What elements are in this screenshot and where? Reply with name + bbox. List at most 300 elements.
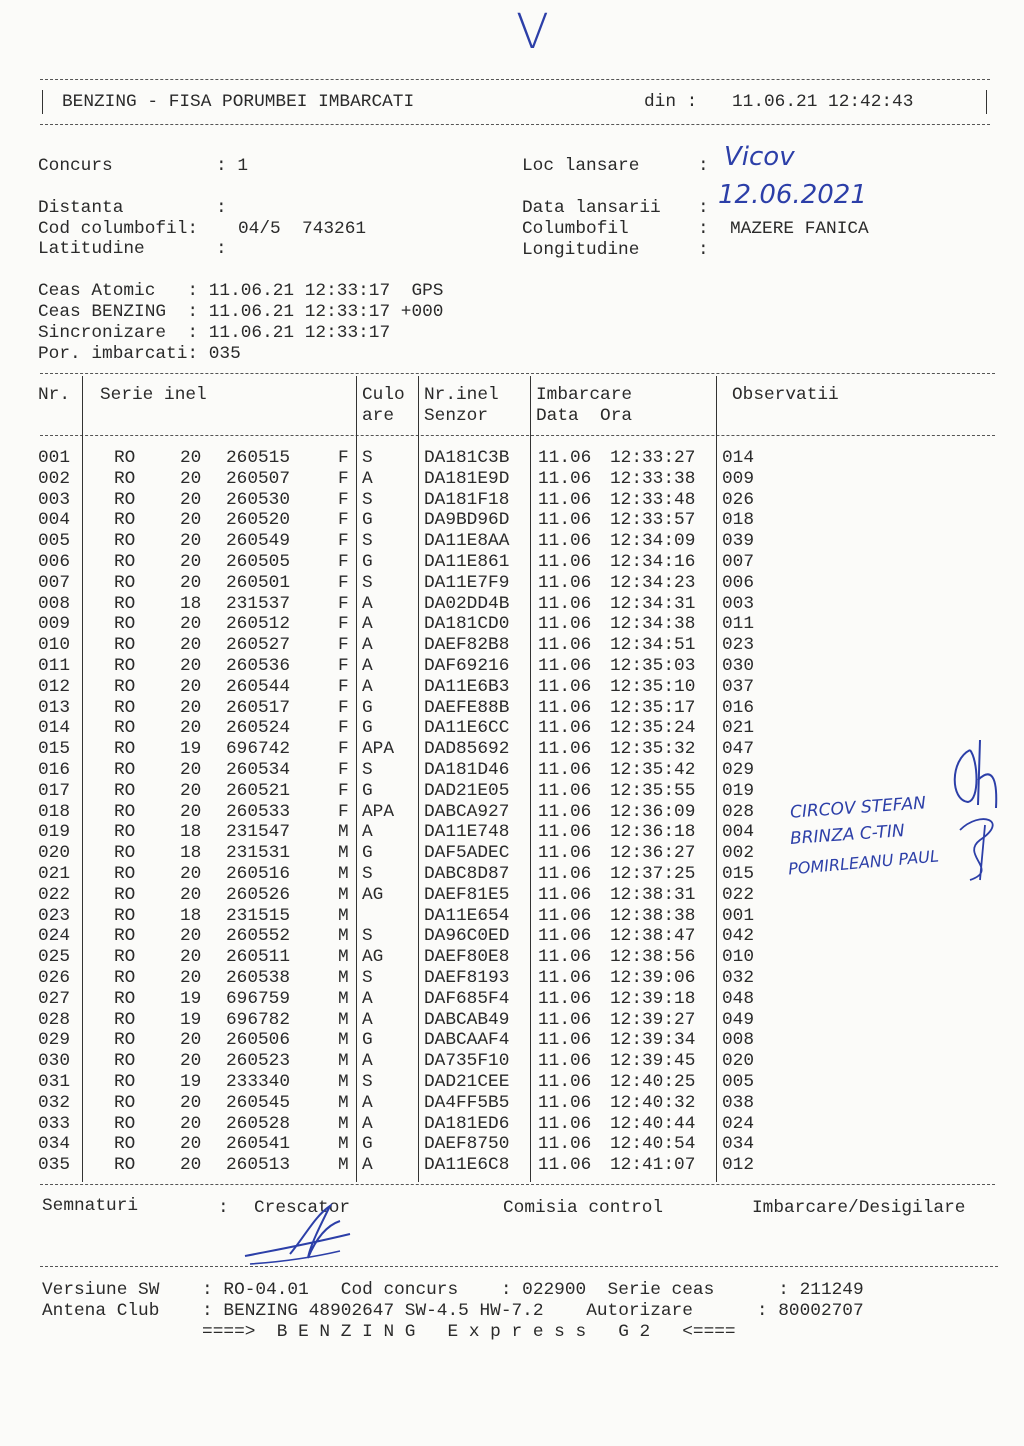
row-ring: 231531 [226,843,291,864]
row-color: S [362,760,373,780]
row-country: RO [114,635,136,656]
row-nr: 016 [38,760,71,780]
row-ring: 260511 [226,947,291,968]
header-bottom-border [40,124,990,125]
row-sex: M [338,1072,349,1092]
row-obs: 014 [722,448,755,468]
row-sensor: DA11E654 [424,905,510,926]
table-row [0,1072,1024,1093]
row-color: AG [362,884,384,905]
row-sex: F [338,448,349,468]
cod-columbofil-label: Cod columbofil: [38,219,199,239]
header-nr: Nr. [38,385,71,405]
row-year: 20 [180,468,202,489]
row-sensor: DAF685F4 [424,988,510,1009]
row-obs: 021 [722,718,755,739]
row-sensor: DAEFE88B [424,697,510,718]
row-obs: 015 [722,864,755,884]
row-ring: 260552 [226,926,291,947]
row-ring: 696782 [226,1009,291,1030]
row-year: 19 [180,1072,202,1092]
row-ring: 260538 [226,968,291,988]
row-nr: 024 [38,926,71,947]
row-ring: 260516 [226,864,291,884]
row-date: 11.06 [538,489,592,510]
row-year: 20 [180,552,202,572]
row-date: 11.06 [538,926,592,947]
report-date-value: 11.06.21 12:42:43 [732,92,914,112]
row-year: 20 [180,1134,202,1155]
row-country: RO [114,489,136,510]
row-nr: 029 [38,1030,71,1051]
row-date: 11.06 [538,593,592,614]
row-obs: 023 [722,635,755,656]
row-sensor: DA181D46 [424,760,510,780]
row-nr: 013 [38,697,71,718]
row-sensor: DABCA927 [424,801,510,822]
header-left-border [42,90,43,114]
table-row [0,1010,1024,1031]
row-time: 12:33:27 [610,448,696,468]
row-nr: 026 [38,968,71,988]
row-obs: 006 [722,572,755,593]
header-serie: Serie inel [100,385,207,405]
row-nr: 031 [38,1072,71,1092]
row-sex: M [338,864,349,884]
row-date: 11.06 [538,988,592,1009]
semnaturi-label: Semnaturi [42,1196,139,1216]
crescator-label: Crescator [254,1198,351,1218]
row-nr: 002 [38,468,71,489]
row-color: A [362,593,373,614]
row-ring: 233340 [226,1072,291,1092]
row-year: 20 [180,448,202,468]
row-time: 12:33:57 [610,510,696,531]
row-time: 12:35:24 [610,718,696,739]
row-time: 12:35:42 [610,760,696,780]
report-date-label: din : [644,92,698,112]
concurs-label: Concurs [38,156,113,176]
row-color: A [362,1113,373,1134]
row-ring: 260513 [226,1155,291,1176]
table-row [0,677,1024,698]
row-ring: 260512 [226,614,291,635]
row-nr: 027 [38,988,71,1009]
row-year: 20 [180,968,202,988]
row-sex: M [338,1051,349,1072]
latitudine-value: : [216,239,227,259]
row-sex: M [338,1113,349,1134]
row-sex: F [338,614,349,635]
row-ring: 260541 [226,1134,291,1155]
data-lansarii-sep: : [698,198,709,218]
row-ring: 231515 [226,905,291,926]
ceas-atomic-line: Ceas Atomic : 11.06.21 12:33:17 GPS [38,281,444,301]
table-row [0,594,1024,615]
row-obs: 030 [722,656,755,676]
table-row [0,1093,1024,1114]
semnaturi-sep: : [218,1198,229,1218]
row-sex: M [338,1009,349,1030]
row-obs: 005 [722,1072,755,1092]
row-country: RO [114,780,136,801]
row-ring: 260530 [226,489,291,510]
table-row [0,656,1024,677]
header-top-border [40,79,990,80]
row-country: RO [114,843,136,864]
row-nr: 007 [38,572,71,593]
row-date: 11.06 [538,739,592,760]
cod-columbofil-value: 04/5 743261 [238,219,367,239]
header-nr-inel-1: Nr.inel [424,385,499,405]
row-obs: 037 [722,676,755,697]
row-sensor: DA02DD4B [424,593,510,614]
row-color: G [362,697,373,718]
row-nr: 004 [38,510,71,531]
row-nr: 023 [38,905,71,926]
row-year: 20 [180,801,202,822]
row-obs: 042 [722,926,755,947]
header-imbarcare-2: Data Ora [536,406,633,426]
row-date: 11.06 [538,614,592,635]
row-color: S [362,926,373,947]
row-date: 11.06 [538,947,592,968]
row-sensor: DAD21E05 [424,780,510,801]
row-country: RO [114,801,136,822]
header-imbarcare-1: Imbarcare [536,385,633,405]
row-obs: 003 [722,593,755,614]
footer-top-border [40,1266,998,1267]
row-nr: 003 [38,489,71,510]
row-sensor: DA181CD0 [424,614,510,635]
row-country: RO [114,697,136,718]
row-sex: F [338,676,349,697]
row-sensor: DABC8D87 [424,864,510,884]
table-row [0,739,1024,760]
row-sex: M [338,947,349,968]
row-sex: M [338,1134,349,1155]
row-country: RO [114,593,136,614]
row-ring: 260549 [226,531,291,552]
row-ring: 260507 [226,468,291,489]
row-date: 11.06 [538,1051,592,1072]
row-obs: 032 [722,968,755,988]
row-date: 11.06 [538,448,592,468]
row-color: A [362,1009,373,1030]
row-time: 12:34:31 [610,593,696,614]
row-sensor: DA735F10 [424,1051,510,1072]
row-nr: 010 [38,635,71,656]
table-row [0,885,1024,906]
row-ring: 260545 [226,1092,291,1113]
table-row [0,469,1024,490]
row-ring: 260527 [226,635,291,656]
row-time: 12:36:18 [610,822,696,843]
row-nr: 015 [38,739,71,760]
row-obs: 007 [722,552,755,572]
row-year: 18 [180,822,202,843]
row-obs: 022 [722,884,755,905]
row-year: 20 [180,676,202,697]
row-time: 12:36:27 [610,843,696,864]
handwritten-note-2: BRINZA C-TIN [789,821,906,849]
table-row [0,1134,1024,1155]
row-nr: 009 [38,614,71,635]
row-country: RO [114,905,136,926]
row-color: A [362,468,373,489]
row-ring: 260524 [226,718,291,739]
row-obs: 028 [722,801,755,822]
handwritten-signature-notes [940,730,1020,890]
row-color: A [362,656,373,676]
row-date: 11.06 [538,552,592,572]
row-time: 12:39:34 [610,1030,696,1051]
table-header-border [40,435,995,436]
header-observatii: Observatii [732,385,839,405]
row-country: RO [114,1072,136,1092]
row-country: RO [114,468,136,489]
row-date: 11.06 [538,780,592,801]
row-sensor: DAEF81E5 [424,884,510,905]
row-year: 20 [180,760,202,780]
row-date: 11.06 [538,510,592,531]
row-sensor: DA11E8AA [424,531,510,552]
row-sex: F [338,656,349,676]
row-year: 20 [180,718,202,739]
row-sensor: DAF69216 [424,656,510,676]
row-time: 12:37:25 [610,864,696,884]
row-time: 12:34:09 [610,531,696,552]
row-time: 12:35:32 [610,739,696,760]
table-row [0,510,1024,531]
row-sensor: DABCAAF4 [424,1030,510,1051]
table-row [0,448,1024,469]
row-year: 20 [180,510,202,531]
row-time: 12:39:06 [610,968,696,988]
row-ring: 260505 [226,552,291,572]
row-year: 20 [180,947,202,968]
row-ring: 260534 [226,760,291,780]
row-time: 12:33:38 [610,468,696,489]
row-sensor: DA11E6C8 [424,1155,510,1176]
row-year: 20 [180,780,202,801]
loc-lansare-handwritten: Vicov [724,142,795,172]
row-obs: 034 [722,1134,755,1155]
row-country: RO [114,760,136,780]
row-country: RO [114,822,136,843]
loc-lansare-sep: : [698,156,709,176]
row-year: 20 [180,572,202,593]
row-country: RO [114,572,136,593]
row-date: 11.06 [538,1072,592,1092]
row-time: 12:34:38 [610,614,696,635]
row-date: 11.06 [538,968,592,988]
row-date: 11.06 [538,864,592,884]
row-nr: 033 [38,1113,71,1134]
row-date: 11.06 [538,635,592,656]
row-country: RO [114,614,136,635]
table-row [0,573,1024,594]
header-culoare-2: are [362,406,395,426]
row-date: 11.06 [538,572,592,593]
row-year: 18 [180,843,202,864]
report-title: BENZING - FISA PORUMBEI IMBARCATI [62,92,415,112]
row-sex: M [338,822,349,843]
row-country: RO [114,1113,136,1134]
row-date: 11.06 [538,676,592,697]
handwritten-note-3: POMIRLEANU PAUL [787,846,940,879]
row-country: RO [114,1092,136,1113]
row-date: 11.06 [538,843,592,864]
row-ring: 696742 [226,739,291,760]
row-ring: 260506 [226,1030,291,1051]
row-obs: 002 [722,843,755,864]
table-row [0,1030,1024,1051]
row-date: 11.06 [538,1155,592,1176]
row-sex: M [338,1092,349,1113]
row-sex: M [338,1155,349,1176]
row-year: 20 [180,1051,202,1072]
row-nr: 022 [38,884,71,905]
row-ring: 260515 [226,448,291,468]
row-sex: M [338,988,349,1009]
check-mark: V [516,4,549,60]
row-sensor: DA181F18 [424,489,510,510]
row-nr: 030 [38,1051,71,1072]
row-date: 11.06 [538,531,592,552]
row-nr: 028 [38,1009,71,1030]
row-year: 20 [180,884,202,905]
distanta-value: : [216,198,227,218]
crescator-signature [230,1196,380,1276]
row-country: RO [114,968,136,988]
row-sensor: DA11E6CC [424,718,510,739]
row-time: 12:36:09 [610,801,696,822]
row-obs: 026 [722,489,755,510]
row-obs: 047 [722,739,755,760]
row-obs: 039 [722,531,755,552]
row-obs: 016 [722,697,755,718]
row-time: 12:34:23 [610,572,696,593]
row-year: 19 [180,1009,202,1030]
row-sensor: DA11E6B3 [424,676,510,697]
row-sensor: DA4FF5B5 [424,1092,510,1113]
row-date: 11.06 [538,760,592,780]
handwritten-note-1: CIRCOV STEFAN [789,793,927,823]
row-color: S [362,572,373,593]
row-sex: F [338,468,349,489]
table-row [0,926,1024,947]
row-date: 11.06 [538,1092,592,1113]
row-year: 20 [180,635,202,656]
row-obs: 001 [722,905,755,926]
row-date: 11.06 [538,468,592,489]
row-obs: 010 [722,947,755,968]
row-nr: 020 [38,843,71,864]
row-sex: M [338,905,349,926]
row-color: G [362,1134,373,1155]
row-sensor: DA11E7F9 [424,572,510,593]
sincronizare-line: Sincronizare : 11.06.21 12:33:17 [38,323,391,343]
row-sex: M [338,1030,349,1051]
comisia-control-label: Comisia control [503,1198,664,1218]
row-color: G [362,552,373,572]
row-country: RO [114,1051,136,1072]
row-date: 11.06 [538,656,592,676]
table-row [0,698,1024,719]
row-sensor: DAD21CEE [424,1072,510,1092]
row-time: 12:35:10 [610,676,696,697]
row-country: RO [114,531,136,552]
row-time: 12:40:44 [610,1113,696,1134]
table-row [0,1051,1024,1072]
data-lansarii-handwritten: 12.06.2021 [718,180,867,210]
row-color: S [362,968,373,988]
ceas-benzing-line: Ceas BENZING : 11.06.21 12:33:17 +000 [38,302,444,322]
row-sensor: DA181ED6 [424,1113,510,1134]
row-sex: F [338,697,349,718]
row-country: RO [114,656,136,676]
footer-line-2: Antena Club : BENZING 48902647 SW-4.5 HW-7.2 Autorizare : 80002707 [42,1301,864,1321]
row-sex: F [338,489,349,510]
row-ring: 260523 [226,1051,291,1072]
row-sensor: DA11E861 [424,552,510,572]
row-country: RO [114,864,136,884]
row-obs: 011 [722,614,755,635]
table-row [0,947,1024,968]
row-color: S [362,864,373,884]
row-time: 12:38:47 [610,926,696,947]
row-sensor: DA11E748 [424,822,510,843]
row-country: RO [114,718,136,739]
row-color: AG [362,947,384,968]
table-row [0,760,1024,781]
row-time: 12:40:54 [610,1134,696,1155]
row-date: 11.06 [538,1113,592,1134]
row-color: G [362,843,373,864]
row-nr: 001 [38,448,71,468]
row-year: 20 [180,656,202,676]
row-time: 12:39:45 [610,1051,696,1072]
row-obs: 038 [722,1092,755,1113]
row-time: 12:35:17 [610,697,696,718]
row-ring: 260536 [226,656,291,676]
row-color: S [362,531,373,552]
row-nr: 017 [38,780,71,801]
header-nr-inel-2: Senzor [424,406,489,426]
data-lansarii-label: Data lansarii [522,198,661,218]
row-sex: F [338,801,349,822]
row-nr: 021 [38,864,71,884]
row-color: A [362,988,373,1009]
row-sex: F [338,780,349,801]
row-sex: M [338,968,349,988]
row-obs: 009 [722,468,755,489]
row-country: RO [114,1134,136,1155]
row-sensor: DA181E9D [424,468,510,489]
row-time: 12:34:51 [610,635,696,656]
row-sensor: DA96C0ED [424,926,510,947]
row-sensor: DA181C3B [424,448,510,468]
concurs-value: : 1 [216,156,249,176]
row-ring: 260528 [226,1113,291,1134]
header-right-border [986,90,987,114]
row-sensor: DA9BD96D [424,510,510,531]
row-nr: 034 [38,1134,71,1155]
row-ring: 260526 [226,884,291,905]
longitudine-label: Longitudine [522,240,640,260]
row-ring: 260501 [226,572,291,593]
